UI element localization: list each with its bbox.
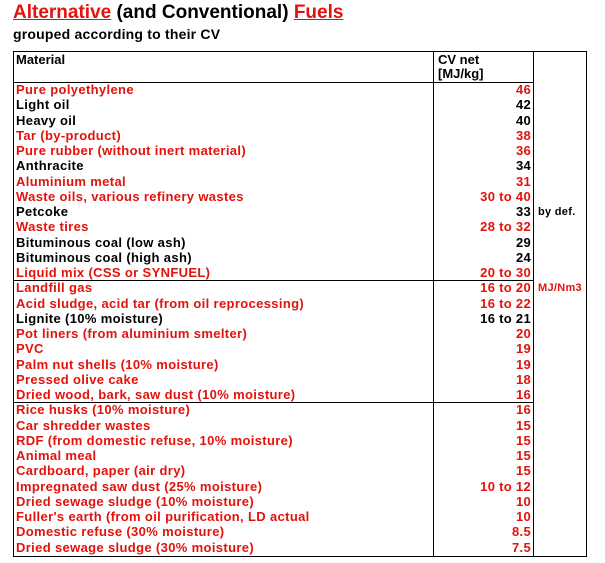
table-row-material: Waste oils, various refinery wastes [16,188,244,204]
table-row-material: Anthracite [16,158,84,174]
table-row-material: Liquid mix (CSS or SYNFUEL) [16,265,211,280]
table-row-note: by def. [538,206,576,218]
table-row-cv: 7.5 [512,539,531,555]
table-row-cv: 36 [515,143,531,158]
table-row-cv: 16 to 21 [480,310,531,326]
table-row-cv: 29 [515,234,531,250]
table-row-material: Pure polyethylene [16,82,134,97]
table-row-cv: 16 [515,402,531,418]
table-row-cv: 38 [515,127,531,143]
table-row-material: Dried wood, bark, saw dust (10% moisture) [16,387,296,402]
table-row-cv: 15 [515,417,531,433]
table-row-material: Pot liners (from aluminium smelter) [16,326,248,341]
table-row-cv: 20 to 30 [480,265,531,280]
table-row-material: Petcoke [16,204,69,219]
table-row-note: MJ/Nm3 [538,282,582,295]
header-material: Material [16,52,66,67]
table-row-cv: 10 [515,509,531,524]
table-row-cv: 15 [515,432,531,448]
table-row-cv: 24 [515,249,531,265]
table-row-material: Pure rubber (without inert material) [16,143,247,158]
table-row-cv: 42 [515,97,531,113]
table-row-cv: 19 [515,341,531,357]
table-row-cv: 15 [515,463,531,479]
table-row-material: Heavy oil [16,112,77,128]
table-row-material: Rice husks (10% moisture) [16,402,191,418]
fuels-table [13,51,587,557]
table-row-material: Light oil [16,97,70,113]
table-row-material: Pressed olive cake [16,371,139,387]
table-row-cv: 33 [515,204,531,219]
table-row-material: Palm nut shells (10% moisture) [16,356,219,372]
column-divider [533,52,534,556]
table-row-material: Car shredder wastes [16,417,151,433]
title-alternative: Alternative [13,2,112,23]
table-row-material: Lignite (10% moisture) [16,310,164,326]
table-row-cv: 19 [515,356,531,372]
table-row-cv: 18 [515,371,531,387]
table-row-material: Cardboard, paper (air dry) [16,463,186,479]
table-row-material: Fuller's earth (from oil purification, LD actual [16,509,310,524]
table-row-material: PVC [16,341,44,357]
table-row-cv: 15 [515,448,531,463]
title-fuels: Fuels [293,2,344,23]
table-row-material: Bituminous coal (high ash) [16,249,192,265]
table-row-cv: 20 [515,326,531,341]
table-row-cv: 34 [515,158,531,174]
title-middle: (and Conventional) [111,2,294,23]
page-subtitle: grouped according to their CV [13,26,221,42]
table-row-material: Dried sewage sludge (10% moisture) [16,493,255,509]
table-row-material: Dried sewage sludge (30% moisture) [16,539,255,555]
table-row-cv: 16 [515,387,531,402]
table-row-material: Landfill gas [16,280,93,296]
table-row-material: Animal meal [16,448,97,463]
table-row-material: Tar (by-product) [16,127,122,143]
table-row-material: Impregnated saw dust (25% moisture) [16,478,263,494]
table-row-material: Acid sludge, acid tar (from oil reprocessing) [16,295,305,311]
table-row-cv: 16 to 22 [480,295,531,311]
table-row-cv: 16 to 20 [480,280,531,296]
table-row-cv: 46 [515,82,531,97]
table-row-material: Waste tires [16,219,89,235]
table-row-cv: 8.5 [512,524,531,540]
table-row-cv: 30 to 40 [480,188,531,204]
table-row-cv: 10 [515,493,531,509]
header-cv-line1: CV net [438,52,480,67]
table-row-material: RDF (from domestic refuse, 10% moisture) [16,432,293,448]
table-row-material: Bituminous coal (low ash) [16,234,186,250]
header-cv-line2: [MJ/kg] [438,66,484,81]
page-title [13,1,343,25]
table-row-cv: 28 to 32 [480,219,531,235]
table-row-cv: 40 [515,112,531,128]
table-row-cv: 10 to 12 [480,478,531,494]
table-row-material: Aluminium metal [16,173,126,189]
table-row-cv: 31 [515,173,531,189]
table-row-material: Domestic refuse (30% moisture) [16,524,225,540]
